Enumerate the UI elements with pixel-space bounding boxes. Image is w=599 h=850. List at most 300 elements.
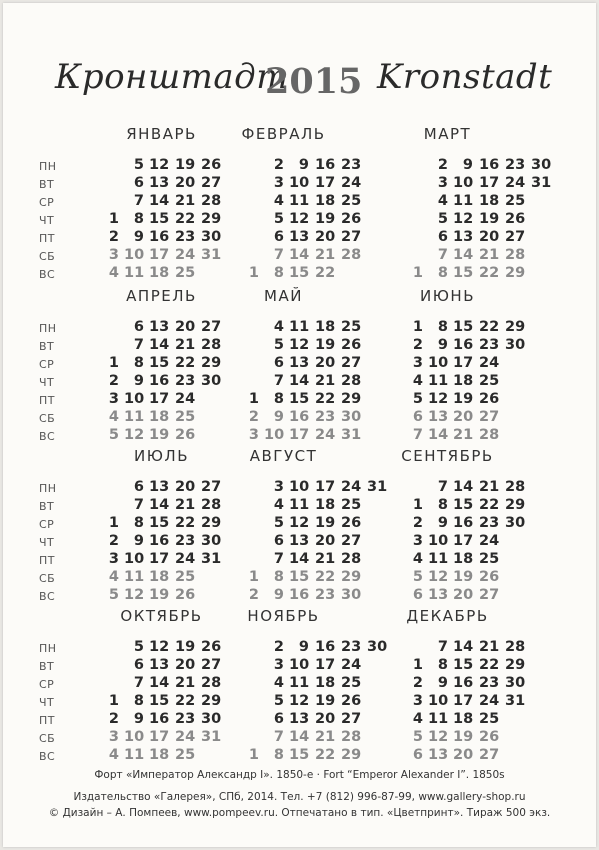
day-cell: 17 bbox=[479, 175, 500, 191]
day-cell: 5 bbox=[108, 427, 119, 443]
day-cell: 5 bbox=[108, 587, 119, 603]
day-cell: 11 bbox=[289, 497, 310, 513]
day-cell: 8 bbox=[133, 211, 144, 227]
title-english: Kronstadt bbox=[377, 57, 553, 97]
day-cell: 20 bbox=[175, 657, 196, 673]
weekday-label: ЧТ bbox=[39, 536, 55, 549]
day-cell: 28 bbox=[201, 337, 222, 353]
weekday-label: ПТ bbox=[39, 394, 55, 407]
day-cell: 12 bbox=[289, 693, 310, 709]
month-name: ОКТЯБРЬ bbox=[120, 607, 203, 625]
day-cell: 16 bbox=[315, 639, 336, 655]
day-cell: 23 bbox=[175, 533, 196, 549]
day-cell: 17 bbox=[315, 175, 336, 191]
day-cell: 30 bbox=[341, 409, 362, 425]
day-cell: 20 bbox=[315, 229, 336, 245]
month-name: СЕНТЯБРЬ bbox=[401, 447, 494, 465]
day-cell: 22 bbox=[315, 265, 336, 281]
day-cell: 18 bbox=[479, 193, 500, 209]
day-cell: 26 bbox=[201, 157, 222, 173]
day-cell: 6 bbox=[273, 533, 284, 549]
day-cell: 23 bbox=[341, 639, 362, 655]
day-cell: 21 bbox=[479, 639, 500, 655]
day-cell: 9 bbox=[437, 515, 448, 531]
day-cell: 7 bbox=[133, 675, 144, 691]
day-cell: 22 bbox=[479, 657, 500, 673]
day-cell: 26 bbox=[479, 391, 500, 407]
day-cell: 20 bbox=[453, 587, 474, 603]
day-cell: 29 bbox=[201, 515, 222, 531]
day-cell: 5 bbox=[133, 157, 144, 173]
day-cell: 13 bbox=[289, 711, 310, 727]
day-cell: 9 bbox=[298, 157, 309, 173]
month-name: ДЕКАБРЬ bbox=[406, 607, 489, 625]
day-cell: 1 bbox=[412, 265, 423, 281]
day-cell: 24 bbox=[479, 355, 500, 371]
day-cell: 13 bbox=[149, 319, 170, 335]
day-cell: 13 bbox=[453, 229, 474, 245]
day-cell: 16 bbox=[149, 373, 170, 389]
day-cell: 7 bbox=[437, 479, 448, 495]
day-cell: 8 bbox=[273, 265, 284, 281]
day-cell: 13 bbox=[149, 175, 170, 191]
weekday-label: ПТ bbox=[39, 714, 55, 727]
day-cell: 5 bbox=[437, 211, 448, 227]
day-cell: 9 bbox=[437, 675, 448, 691]
day-cell: 9 bbox=[133, 229, 144, 245]
day-cell: 17 bbox=[453, 693, 474, 709]
day-cell: 22 bbox=[175, 693, 196, 709]
day-cell: 10 bbox=[428, 533, 449, 549]
day-cell: 3 bbox=[248, 427, 259, 443]
day-cell: 17 bbox=[149, 247, 170, 263]
day-cell: 27 bbox=[201, 657, 222, 673]
day-cell: 6 bbox=[273, 229, 284, 245]
day-cell: 30 bbox=[367, 639, 388, 655]
day-cell: 10 bbox=[124, 729, 145, 745]
day-cell: 18 bbox=[315, 319, 336, 335]
month-name: НОЯБРЬ bbox=[247, 607, 320, 625]
weekday-label: СБ bbox=[39, 732, 56, 745]
day-cell: 28 bbox=[201, 497, 222, 513]
day-cell: 3 bbox=[412, 533, 423, 549]
day-cell: 11 bbox=[289, 193, 310, 209]
day-cell: 23 bbox=[479, 337, 500, 353]
day-cell: 3 bbox=[273, 657, 284, 673]
day-cell: 9 bbox=[298, 639, 309, 655]
day-cell: 21 bbox=[315, 551, 336, 567]
day-cell: 13 bbox=[149, 479, 170, 495]
day-cell: 20 bbox=[315, 533, 336, 549]
day-cell: 20 bbox=[453, 409, 474, 425]
weekday-label: ПТ bbox=[39, 554, 55, 567]
day-cell: 11 bbox=[453, 193, 474, 209]
day-cell: 13 bbox=[149, 657, 170, 673]
weekday-label: ЧТ bbox=[39, 376, 55, 389]
day-cell: 25 bbox=[175, 409, 196, 425]
day-cell: 21 bbox=[315, 247, 336, 263]
day-cell: 22 bbox=[175, 211, 196, 227]
footer-credits: © Дизайн – А. Помпеев, www.pompeev.ru. Отпечатано в тип. «Цветпринт». Тираж 500 экз. bbox=[48, 807, 551, 819]
day-cell: 11 bbox=[124, 569, 145, 585]
day-cell: 12 bbox=[428, 729, 449, 745]
day-cell: 6 bbox=[412, 409, 423, 425]
day-cell: 25 bbox=[175, 569, 196, 585]
day-cell: 28 bbox=[341, 247, 362, 263]
day-cell: 10 bbox=[124, 247, 145, 263]
day-cell: 1 bbox=[248, 747, 259, 763]
day-cell: 7 bbox=[133, 337, 144, 353]
day-cell: 2 bbox=[273, 639, 284, 655]
day-cell: 5 bbox=[412, 729, 423, 745]
month-block bbox=[365, 125, 565, 285]
day-cell: 6 bbox=[412, 587, 423, 603]
day-cell: 14 bbox=[289, 729, 310, 745]
day-cell: 15 bbox=[289, 265, 310, 281]
day-cell: 27 bbox=[479, 409, 500, 425]
weekday-label: ВС bbox=[39, 750, 56, 763]
day-cell: 22 bbox=[315, 747, 336, 763]
day-cell: 19 bbox=[315, 337, 336, 353]
day-cell: 1 bbox=[412, 319, 423, 335]
weekday-label: ПН bbox=[39, 642, 57, 655]
day-cell: 28 bbox=[201, 675, 222, 691]
day-cell: 4 bbox=[412, 373, 423, 389]
day-cell: 17 bbox=[453, 533, 474, 549]
day-cell: 10 bbox=[428, 693, 449, 709]
day-cell: 18 bbox=[453, 711, 474, 727]
day-cell: 23 bbox=[479, 515, 500, 531]
day-cell: 10 bbox=[289, 479, 310, 495]
month-name: ИЮЛЬ bbox=[134, 447, 189, 465]
day-cell: 5 bbox=[133, 639, 144, 655]
day-cell: 30 bbox=[201, 711, 222, 727]
day-cell: 7 bbox=[412, 427, 423, 443]
weekday-label: ВС bbox=[39, 268, 56, 281]
day-cell: 8 bbox=[133, 515, 144, 531]
day-cell: 14 bbox=[289, 247, 310, 263]
day-cell: 9 bbox=[273, 587, 284, 603]
day-cell: 18 bbox=[315, 675, 336, 691]
day-cell: 3 bbox=[273, 479, 284, 495]
weekday-label: СБ bbox=[39, 250, 56, 263]
day-cell: 26 bbox=[201, 639, 222, 655]
day-cell: 6 bbox=[273, 711, 284, 727]
day-cell: 2 bbox=[412, 515, 423, 531]
day-cell: 16 bbox=[453, 337, 474, 353]
day-cell: 22 bbox=[315, 569, 336, 585]
day-cell: 3 bbox=[412, 693, 423, 709]
day-cell: 3 bbox=[108, 247, 119, 263]
day-cell: 14 bbox=[149, 675, 170, 691]
day-cell: 27 bbox=[201, 175, 222, 191]
day-cell: 23 bbox=[315, 409, 336, 425]
day-cell: 7 bbox=[273, 373, 284, 389]
day-cell: 29 bbox=[341, 569, 362, 585]
day-cell: 29 bbox=[341, 391, 362, 407]
weekday-label: СР bbox=[39, 196, 55, 209]
day-cell: 11 bbox=[428, 373, 449, 389]
day-cell: 27 bbox=[341, 229, 362, 245]
day-cell: 10 bbox=[264, 427, 285, 443]
day-cell: 23 bbox=[175, 229, 196, 245]
day-cell: 7 bbox=[273, 247, 284, 263]
day-cell: 2 bbox=[108, 229, 119, 245]
day-cell: 21 bbox=[479, 479, 500, 495]
day-cell: 2 bbox=[248, 409, 259, 425]
day-cell: 4 bbox=[273, 193, 284, 209]
day-cell: 14 bbox=[453, 639, 474, 655]
day-cell: 4 bbox=[437, 193, 448, 209]
day-cell: 10 bbox=[453, 175, 474, 191]
day-cell: 3 bbox=[273, 175, 284, 191]
day-cell: 25 bbox=[479, 373, 500, 389]
day-cell: 25 bbox=[175, 747, 196, 763]
day-cell: 6 bbox=[133, 657, 144, 673]
day-cell: 11 bbox=[289, 675, 310, 691]
day-cell: 8 bbox=[437, 657, 448, 673]
day-cell: 15 bbox=[149, 355, 170, 371]
day-cell: 16 bbox=[149, 711, 170, 727]
day-cell: 24 bbox=[505, 175, 526, 191]
day-cell: 7 bbox=[437, 639, 448, 655]
day-cell: 19 bbox=[315, 515, 336, 531]
day-cell: 14 bbox=[453, 479, 474, 495]
day-cell: 27 bbox=[341, 355, 362, 371]
day-cell: 27 bbox=[479, 587, 500, 603]
calendar-card bbox=[3, 3, 596, 847]
weekday-label: СР bbox=[39, 678, 55, 691]
day-cell: 1 bbox=[248, 265, 259, 281]
day-cell: 2 bbox=[273, 157, 284, 173]
day-cell: 18 bbox=[453, 373, 474, 389]
weekday-label: ПН bbox=[39, 482, 57, 495]
day-cell: 17 bbox=[149, 391, 170, 407]
day-cell: 2 bbox=[108, 711, 119, 727]
day-cell: 4 bbox=[108, 265, 119, 281]
day-cell: 10 bbox=[289, 657, 310, 673]
day-cell: 26 bbox=[479, 569, 500, 585]
day-cell: 5 bbox=[273, 693, 284, 709]
day-cell: 7 bbox=[437, 247, 448, 263]
day-cell: 7 bbox=[273, 551, 284, 567]
day-cell: 2 bbox=[437, 157, 448, 173]
day-cell: 23 bbox=[175, 711, 196, 727]
weekday-label: ЧТ bbox=[39, 696, 55, 709]
day-cell: 19 bbox=[315, 211, 336, 227]
day-cell: 15 bbox=[289, 569, 310, 585]
day-cell: 27 bbox=[201, 479, 222, 495]
day-cell: 16 bbox=[149, 533, 170, 549]
day-cell: 12 bbox=[289, 211, 310, 227]
month-name: ЯНВАРЬ bbox=[126, 125, 197, 143]
day-cell: 31 bbox=[367, 479, 388, 495]
day-cell: 27 bbox=[479, 747, 500, 763]
day-cell: 15 bbox=[453, 657, 474, 673]
day-cell: 27 bbox=[341, 711, 362, 727]
day-cell: 16 bbox=[149, 229, 170, 245]
day-cell: 15 bbox=[289, 391, 310, 407]
day-cell: 16 bbox=[479, 157, 500, 173]
day-cell: 20 bbox=[453, 747, 474, 763]
day-cell: 25 bbox=[341, 497, 362, 513]
day-cell: 5 bbox=[412, 569, 423, 585]
day-cell: 11 bbox=[124, 747, 145, 763]
day-cell: 1 bbox=[248, 569, 259, 585]
day-cell: 13 bbox=[428, 587, 449, 603]
day-cell: 4 bbox=[273, 497, 284, 513]
month-block bbox=[365, 287, 565, 447]
day-cell: 15 bbox=[453, 265, 474, 281]
day-cell: 31 bbox=[505, 693, 526, 709]
day-cell: 29 bbox=[201, 211, 222, 227]
day-cell: 25 bbox=[175, 265, 196, 281]
calendar-year: 2015 bbox=[265, 61, 363, 102]
day-cell: 27 bbox=[201, 319, 222, 335]
day-cell: 9 bbox=[133, 373, 144, 389]
day-cell: 1 bbox=[108, 515, 119, 531]
weekday-label: ПТ bbox=[39, 232, 55, 245]
day-cell: 8 bbox=[437, 265, 448, 281]
day-cell: 4 bbox=[108, 409, 119, 425]
day-cell: 10 bbox=[124, 391, 145, 407]
day-cell: 29 bbox=[505, 657, 526, 673]
day-cell: 25 bbox=[505, 193, 526, 209]
day-cell: 30 bbox=[505, 675, 526, 691]
day-cell: 19 bbox=[149, 427, 170, 443]
day-cell: 28 bbox=[341, 729, 362, 745]
weekday-label: ПН bbox=[39, 160, 57, 173]
day-cell: 24 bbox=[315, 427, 336, 443]
calendar-header bbox=[3, 51, 596, 111]
day-cell: 4 bbox=[412, 711, 423, 727]
weekday-label: ВТ bbox=[39, 660, 55, 673]
day-cell: 21 bbox=[315, 373, 336, 389]
day-cell: 26 bbox=[341, 693, 362, 709]
day-cell: 2 bbox=[248, 587, 259, 603]
day-cell: 25 bbox=[341, 319, 362, 335]
day-cell: 12 bbox=[289, 515, 310, 531]
day-cell: 20 bbox=[315, 711, 336, 727]
day-cell: 4 bbox=[108, 747, 119, 763]
day-cell: 15 bbox=[149, 693, 170, 709]
day-cell: 14 bbox=[289, 551, 310, 567]
day-cell: 1 bbox=[248, 391, 259, 407]
day-cell: 6 bbox=[412, 747, 423, 763]
day-cell: 21 bbox=[175, 675, 196, 691]
day-cell: 28 bbox=[479, 427, 500, 443]
day-cell: 29 bbox=[341, 747, 362, 763]
day-cell: 18 bbox=[149, 409, 170, 425]
day-cell: 7 bbox=[133, 193, 144, 209]
day-cell: 7 bbox=[273, 729, 284, 745]
day-cell: 11 bbox=[124, 409, 145, 425]
day-cell: 16 bbox=[289, 587, 310, 603]
day-cell: 19 bbox=[149, 587, 170, 603]
day-cell: 29 bbox=[201, 355, 222, 371]
day-cell: 6 bbox=[133, 319, 144, 335]
day-cell: 11 bbox=[428, 551, 449, 567]
day-cell: 11 bbox=[428, 711, 449, 727]
day-cell: 14 bbox=[453, 247, 474, 263]
day-cell: 1 bbox=[108, 355, 119, 371]
day-cell: 3 bbox=[108, 391, 119, 407]
day-cell: 26 bbox=[341, 515, 362, 531]
weekday-label: ВТ bbox=[39, 178, 55, 191]
weekday-label: ВС bbox=[39, 430, 56, 443]
day-cell: 18 bbox=[315, 193, 336, 209]
day-cell: 23 bbox=[175, 373, 196, 389]
day-cell: 24 bbox=[479, 533, 500, 549]
day-cell: 14 bbox=[428, 427, 449, 443]
day-cell: 1 bbox=[108, 211, 119, 227]
day-cell: 16 bbox=[453, 515, 474, 531]
day-cell: 6 bbox=[437, 229, 448, 245]
day-cell: 23 bbox=[315, 587, 336, 603]
day-cell: 26 bbox=[341, 337, 362, 353]
day-cell: 22 bbox=[175, 355, 196, 371]
day-cell: 12 bbox=[428, 391, 449, 407]
day-cell: 1 bbox=[412, 497, 423, 513]
day-cell: 18 bbox=[315, 497, 336, 513]
day-cell: 8 bbox=[133, 693, 144, 709]
day-cell: 8 bbox=[437, 319, 448, 335]
day-cell: 6 bbox=[133, 479, 144, 495]
day-cell: 31 bbox=[531, 175, 552, 191]
day-cell: 20 bbox=[315, 355, 336, 371]
weekday-label: СБ bbox=[39, 412, 56, 425]
day-cell: 11 bbox=[289, 319, 310, 335]
day-cell: 21 bbox=[175, 337, 196, 353]
day-cell: 20 bbox=[175, 319, 196, 335]
day-cell: 24 bbox=[175, 391, 196, 407]
title-russian: Кронштадт bbox=[55, 57, 289, 97]
day-cell: 18 bbox=[149, 265, 170, 281]
day-cell: 12 bbox=[289, 337, 310, 353]
day-cell: 23 bbox=[505, 157, 526, 173]
day-cell: 5 bbox=[273, 515, 284, 531]
footer-caption: Форт «Император Александр I». 1850-е · Fort “Emperor Alexander I”. 1850s bbox=[94, 769, 505, 781]
day-cell: 21 bbox=[175, 497, 196, 513]
day-cell: 19 bbox=[453, 569, 474, 585]
day-cell: 14 bbox=[149, 337, 170, 353]
day-cell: 30 bbox=[201, 373, 222, 389]
day-cell: 14 bbox=[149, 497, 170, 513]
day-cell: 17 bbox=[315, 479, 336, 495]
day-cell: 17 bbox=[289, 427, 310, 443]
day-cell: 25 bbox=[479, 711, 500, 727]
day-cell: 11 bbox=[124, 265, 145, 281]
month-name: АПРЕЛЬ bbox=[126, 287, 197, 305]
day-cell: 24 bbox=[175, 729, 196, 745]
day-cell: 21 bbox=[315, 729, 336, 745]
day-cell: 31 bbox=[201, 729, 222, 745]
day-cell: 28 bbox=[505, 479, 526, 495]
day-cell: 3 bbox=[437, 175, 448, 191]
day-cell: 12 bbox=[124, 427, 145, 443]
weekday-label: СР bbox=[39, 358, 55, 371]
footer-publisher: Издательство «Галерея», СПб, 2014. Тел. +7 (812) 996-87-99, www.gallery-shop.ru bbox=[73, 791, 526, 803]
day-cell: 22 bbox=[479, 497, 500, 513]
day-cell: 9 bbox=[437, 337, 448, 353]
day-cell: 22 bbox=[479, 265, 500, 281]
day-cell: 13 bbox=[289, 533, 310, 549]
day-cell: 15 bbox=[149, 211, 170, 227]
day-cell: 3 bbox=[108, 551, 119, 567]
day-cell: 8 bbox=[273, 747, 284, 763]
day-cell: 24 bbox=[341, 175, 362, 191]
day-cell: 1 bbox=[108, 693, 119, 709]
